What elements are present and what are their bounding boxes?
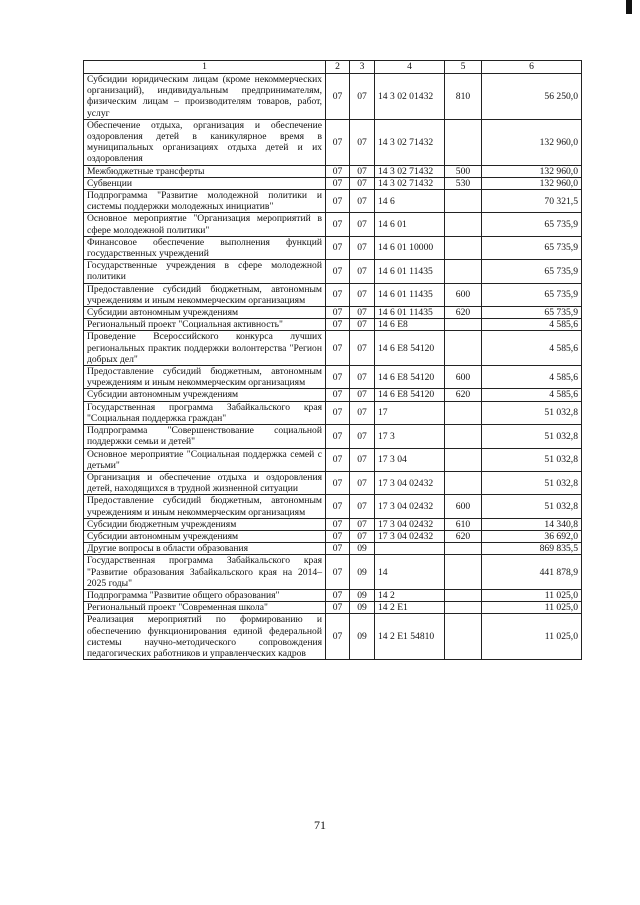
subsection-code-cell: 07 bbox=[350, 518, 375, 530]
budget-table bbox=[83, 60, 582, 660]
subsection-code-cell: 07 bbox=[350, 260, 375, 283]
section-code-cell: 07 bbox=[326, 555, 350, 590]
section-code-cell: 07 bbox=[326, 518, 350, 530]
table-row bbox=[84, 530, 582, 542]
table-row bbox=[84, 119, 582, 165]
item-name-cell: Предоставление субсидий бюджетным, автономным учреждениям и иным некоммерческим организациям bbox=[84, 495, 326, 518]
amount-cell: 4 585,6 bbox=[482, 331, 582, 366]
expense-type-cell: 620 bbox=[445, 307, 482, 319]
table-row bbox=[84, 283, 582, 306]
section-code-cell: 07 bbox=[326, 366, 350, 389]
target-article-cell: 14 6 01 10000 bbox=[375, 236, 445, 259]
section-code-cell: 07 bbox=[326, 495, 350, 518]
subsection-code-cell: 07 bbox=[350, 448, 375, 471]
subsection-code-cell: 09 bbox=[350, 614, 375, 660]
table-row bbox=[84, 165, 582, 177]
header-cell: 6 bbox=[482, 61, 582, 74]
amount-cell: 4 585,6 bbox=[482, 366, 582, 389]
item-name-cell: Предоставление субсидий бюджетным, автономным учреждениям и иным некоммерческим организациям bbox=[84, 283, 326, 306]
section-code-cell: 07 bbox=[326, 589, 350, 601]
amount-cell: 11 025,0 bbox=[482, 602, 582, 614]
section-code-cell: 07 bbox=[326, 177, 350, 189]
expense-type-cell: 810 bbox=[445, 74, 482, 120]
section-code-cell: 07 bbox=[326, 74, 350, 120]
section-code-cell: 07 bbox=[326, 165, 350, 177]
target-article-cell: 14 2 bbox=[375, 589, 445, 601]
table-row bbox=[84, 260, 582, 283]
table-row bbox=[84, 366, 582, 389]
expense-type-cell: 530 bbox=[445, 177, 482, 189]
subsection-code-cell: 07 bbox=[350, 471, 375, 494]
amount-cell: 70 321,5 bbox=[482, 190, 582, 213]
item-name-cell: Субсидии бюджетным учреждениям bbox=[84, 518, 326, 530]
item-name-cell: Организация и обеспечение отдыха и оздоровления детей, находящихся в трудной жизненной ситуации bbox=[84, 471, 326, 494]
amount-cell: 4 585,6 bbox=[482, 389, 582, 401]
target-article-cell: 14 3 02 71432 bbox=[375, 165, 445, 177]
section-code-cell: 07 bbox=[326, 530, 350, 542]
item-name-cell: Государственные учреждения в сфере молодежной политики bbox=[84, 260, 326, 283]
header-cell: 3 bbox=[350, 61, 375, 74]
target-article-cell: 14 6 E8 54120 bbox=[375, 331, 445, 366]
expense-type-cell bbox=[445, 331, 482, 366]
amount-cell: 132 960,0 bbox=[482, 119, 582, 165]
target-article-cell: 14 2 E1 54810 bbox=[375, 614, 445, 660]
target-article-cell: 17 3 04 02432 bbox=[375, 471, 445, 494]
target-article-cell: 14 6 E8 bbox=[375, 319, 445, 331]
header-cell: 1 bbox=[84, 61, 326, 74]
item-name-cell: Субсидии юридическим лицам (кроме некоммерческих организаций), индивидуальным предпринимателям, физическим лицам – производителям товаров, работ, услуг bbox=[84, 74, 326, 120]
amount-cell: 65 735,9 bbox=[482, 307, 582, 319]
subsection-code-cell: 07 bbox=[350, 331, 375, 366]
item-name-cell: Подпрограмма "Совершенствование социальной поддержки семьи и детей" bbox=[84, 425, 326, 448]
amount-cell: 56 250,0 bbox=[482, 74, 582, 120]
table-row bbox=[84, 389, 582, 401]
section-code-cell: 07 bbox=[326, 543, 350, 555]
amount-cell: 132 960,0 bbox=[482, 165, 582, 177]
section-code-cell: 07 bbox=[326, 471, 350, 494]
amount-cell: 132 960,0 bbox=[482, 177, 582, 189]
target-article-cell: 17 3 04 02432 bbox=[375, 530, 445, 542]
item-name-cell: Субсидии автономным учреждениям bbox=[84, 530, 326, 542]
expense-type-cell: 620 bbox=[445, 389, 482, 401]
item-name-cell: Реализация мероприятий по формированию и обеспечению функционирования единой федеральной системы научно-методического сопровождения педагогических работников и управленческих кадров bbox=[84, 614, 326, 660]
item-name-cell: Другие вопросы в области образования bbox=[84, 543, 326, 555]
expense-type-cell bbox=[445, 471, 482, 494]
expense-type-cell bbox=[445, 319, 482, 331]
table-body bbox=[84, 74, 582, 660]
section-code-cell: 07 bbox=[326, 190, 350, 213]
subsection-code-cell: 07 bbox=[350, 307, 375, 319]
target-article-cell: 14 2 E1 bbox=[375, 602, 445, 614]
table-row bbox=[84, 495, 582, 518]
item-name-cell: Проведение Всероссийского конкурса лучших региональных практик поддержки волонтерства "Регион добрых дел" bbox=[84, 331, 326, 366]
amount-cell: 441 878,9 bbox=[482, 555, 582, 590]
section-code-cell: 07 bbox=[326, 401, 350, 424]
target-article-cell bbox=[375, 543, 445, 555]
subsection-code-cell: 07 bbox=[350, 425, 375, 448]
table-row bbox=[84, 319, 582, 331]
item-name-cell: Обеспечение отдыха, организация и обеспечение оздоровления детей в каникулярное время в муниципальных организациях отдыха детей и их оздоровления bbox=[84, 119, 326, 165]
item-name-cell: Региональный проект "Современная школа" bbox=[84, 602, 326, 614]
expense-type-cell bbox=[445, 555, 482, 590]
section-code-cell: 07 bbox=[326, 119, 350, 165]
item-name-cell: Финансовое обеспечение выполнения функций государственных учреждений bbox=[84, 236, 326, 259]
amount-cell: 11 025,0 bbox=[482, 614, 582, 660]
section-code-cell: 07 bbox=[326, 236, 350, 259]
expense-type-cell bbox=[445, 543, 482, 555]
table-row bbox=[84, 401, 582, 424]
table-row bbox=[84, 518, 582, 530]
table-row bbox=[84, 555, 582, 590]
item-name-cell: Субсидии автономным учреждениям bbox=[84, 389, 326, 401]
target-article-cell: 14 3 02 71432 bbox=[375, 177, 445, 189]
expense-type-cell: 620 bbox=[445, 530, 482, 542]
amount-cell: 4 585,6 bbox=[482, 319, 582, 331]
expense-type-cell bbox=[445, 190, 482, 213]
target-article-cell: 17 bbox=[375, 401, 445, 424]
subsection-code-cell: 07 bbox=[350, 177, 375, 189]
subsection-code-cell: 07 bbox=[350, 389, 375, 401]
subsection-code-cell: 07 bbox=[350, 165, 375, 177]
subsection-code-cell: 07 bbox=[350, 283, 375, 306]
amount-cell: 36 692,0 bbox=[482, 530, 582, 542]
section-code-cell: 07 bbox=[326, 283, 350, 306]
target-article-cell: 14 3 02 71432 bbox=[375, 119, 445, 165]
item-name-cell: Субвенции bbox=[84, 177, 326, 189]
expense-type-cell bbox=[445, 425, 482, 448]
table-row bbox=[84, 602, 582, 614]
target-article-cell: 17 3 04 02432 bbox=[375, 495, 445, 518]
header-cell: 2 bbox=[326, 61, 350, 74]
item-name-cell: Субсидии автономным учреждениям bbox=[84, 307, 326, 319]
header-cell: 4 bbox=[375, 61, 445, 74]
subsection-code-cell: 07 bbox=[350, 319, 375, 331]
amount-cell: 51 032,8 bbox=[482, 495, 582, 518]
subsection-code-cell: 09 bbox=[350, 602, 375, 614]
expense-type-cell: 600 bbox=[445, 283, 482, 306]
subsection-code-cell: 07 bbox=[350, 495, 375, 518]
table-row bbox=[84, 425, 582, 448]
expense-type-cell bbox=[445, 602, 482, 614]
section-code-cell: 07 bbox=[326, 425, 350, 448]
target-article-cell: 14 6 01 11435 bbox=[375, 307, 445, 319]
amount-cell: 11 025,0 bbox=[482, 589, 582, 601]
target-article-cell: 17 3 04 02432 bbox=[375, 518, 445, 530]
expense-type-cell: 500 bbox=[445, 165, 482, 177]
subsection-code-cell: 07 bbox=[350, 366, 375, 389]
item-name-cell: Государственная программа Забайкальского края "Социальная поддержка граждан" bbox=[84, 401, 326, 424]
table-row bbox=[84, 614, 582, 660]
page-corner-mark bbox=[626, 0, 632, 14]
item-name-cell: Основное мероприятие "Организация мероприятий в сфере молодежной политики" bbox=[84, 213, 326, 236]
target-article-cell: 17 3 bbox=[375, 425, 445, 448]
table-row bbox=[84, 190, 582, 213]
subsection-code-cell: 09 bbox=[350, 555, 375, 590]
expense-type-cell bbox=[445, 119, 482, 165]
subsection-code-cell: 09 bbox=[350, 543, 375, 555]
table-row bbox=[84, 236, 582, 259]
item-name-cell: Предоставление субсидий бюджетным, автономным учреждениям и иным некоммерческим организациям bbox=[84, 366, 326, 389]
amount-cell: 51 032,8 bbox=[482, 471, 582, 494]
expense-type-cell: 600 bbox=[445, 366, 482, 389]
amount-cell: 869 835,5 bbox=[482, 543, 582, 555]
table-row bbox=[84, 448, 582, 471]
table-row bbox=[84, 331, 582, 366]
expense-type-cell bbox=[445, 260, 482, 283]
amount-cell: 65 735,9 bbox=[482, 260, 582, 283]
target-article-cell: 14 bbox=[375, 555, 445, 590]
expense-type-cell bbox=[445, 614, 482, 660]
table-header-row bbox=[84, 61, 582, 74]
target-article-cell: 14 6 01 bbox=[375, 213, 445, 236]
target-article-cell: 14 6 E8 54120 bbox=[375, 389, 445, 401]
amount-cell: 14 340,8 bbox=[482, 518, 582, 530]
table-row bbox=[84, 177, 582, 189]
target-article-cell: 14 6 E8 54120 bbox=[375, 366, 445, 389]
section-code-cell: 07 bbox=[326, 602, 350, 614]
item-name-cell: Подпрограмма "Развитие молодежной политики и системы поддержки молодежных инициатив" bbox=[84, 190, 326, 213]
target-article-cell: 14 6 bbox=[375, 190, 445, 213]
target-article-cell: 14 6 01 11435 bbox=[375, 260, 445, 283]
table-row bbox=[84, 543, 582, 555]
section-code-cell: 07 bbox=[326, 319, 350, 331]
subsection-code-cell: 07 bbox=[350, 530, 375, 542]
target-article-cell: 17 3 04 bbox=[375, 448, 445, 471]
subsection-code-cell: 07 bbox=[350, 213, 375, 236]
table-row bbox=[84, 213, 582, 236]
section-code-cell: 07 bbox=[326, 614, 350, 660]
expense-type-cell bbox=[445, 589, 482, 601]
subsection-code-cell: 07 bbox=[350, 190, 375, 213]
subsection-code-cell: 07 bbox=[350, 119, 375, 165]
item-name-cell: Государственная программа Забайкальского края "Развитие образования Забайкальского края на 2014–2025 годы" bbox=[84, 555, 326, 590]
subsection-code-cell: 07 bbox=[350, 74, 375, 120]
table-row bbox=[84, 307, 582, 319]
amount-cell: 51 032,8 bbox=[482, 401, 582, 424]
section-code-cell: 07 bbox=[326, 307, 350, 319]
amount-cell: 65 735,9 bbox=[482, 213, 582, 236]
table-row bbox=[84, 589, 582, 601]
expense-type-cell bbox=[445, 236, 482, 259]
expense-type-cell: 610 bbox=[445, 518, 482, 530]
section-code-cell: 07 bbox=[326, 260, 350, 283]
expense-type-cell: 600 bbox=[445, 495, 482, 518]
amount-cell: 51 032,8 bbox=[482, 425, 582, 448]
section-code-cell: 07 bbox=[326, 213, 350, 236]
item-name-cell: Подпрограмма "Развитие общего образования" bbox=[84, 589, 326, 601]
section-code-cell: 07 bbox=[326, 448, 350, 471]
target-article-cell: 14 3 02 01432 bbox=[375, 74, 445, 120]
section-code-cell: 07 bbox=[326, 389, 350, 401]
amount-cell: 65 735,9 bbox=[482, 283, 582, 306]
subsection-code-cell: 09 bbox=[350, 589, 375, 601]
subsection-code-cell: 07 bbox=[350, 236, 375, 259]
header-cell: 5 bbox=[445, 61, 482, 74]
item-name-cell: Основное мероприятие "Социальная поддержка семей с детьми" bbox=[84, 448, 326, 471]
subsection-code-cell: 07 bbox=[350, 401, 375, 424]
table-row bbox=[84, 471, 582, 494]
item-name-cell: Межбюджетные трансферты bbox=[84, 165, 326, 177]
table-row bbox=[84, 74, 582, 120]
page-number: 71 bbox=[314, 818, 326, 832]
target-article-cell: 14 6 01 11435 bbox=[375, 283, 445, 306]
section-code-cell: 07 bbox=[326, 331, 350, 366]
item-name-cell: Региональный проект "Социальная активность" bbox=[84, 319, 326, 331]
expense-type-cell bbox=[445, 213, 482, 236]
amount-cell: 51 032,8 bbox=[482, 448, 582, 471]
amount-cell: 65 735,9 bbox=[482, 236, 582, 259]
expense-type-cell bbox=[445, 448, 482, 471]
expense-type-cell bbox=[445, 401, 482, 424]
